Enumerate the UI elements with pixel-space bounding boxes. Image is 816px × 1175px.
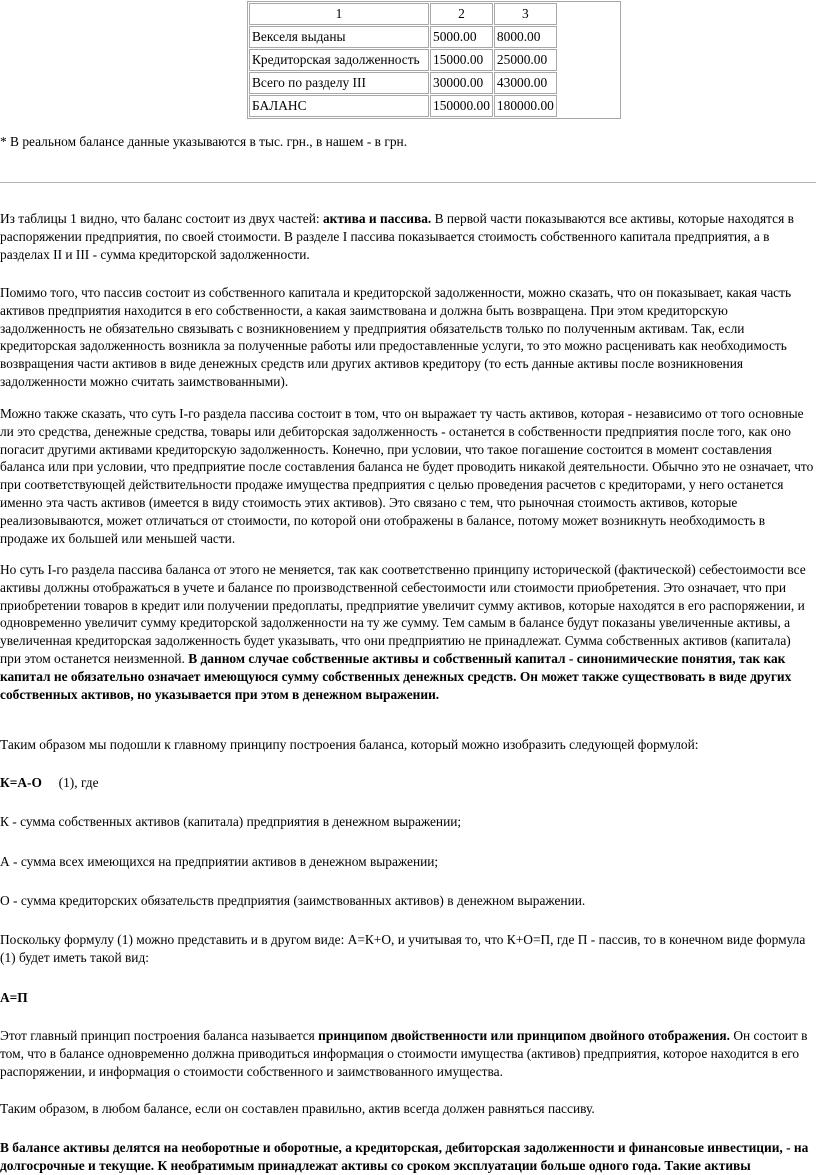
table-cell-value: 8000.00 [494, 26, 557, 48]
definition-a [0, 853, 814, 871]
formula-suffix: (1), где [41, 775, 99, 790]
horizontal-divider [0, 182, 816, 183]
paragraph-text: Поскольку формулу (1) можно представить и в другом виде: А=К+О, и учитывая то, что К+О=П, где П - пассив, то в конечном виде формула (1) будет иметь такой вид: [0, 932, 806, 965]
table-row [249, 49, 619, 71]
paragraph-text: В первой части показываются все активы, которые находятся в распоряжении предприятия, по своей стоимости. В разделе I пассива показывается стоимость собственного капитала предприятия, а в разделах II и III - сумма кредиторской задолженности. [0, 211, 794, 262]
table-cell-label: Векселя выданы [249, 26, 429, 48]
paragraph-text: А - сумма всех имеющихся на предприятии активов в денежном выражении; [0, 854, 439, 869]
bold-paragraph: В балансе активы делятся на необоротные и оборотные, а кредиторская, дебиторская задолженности и финансовые инвестиции, - на долгосрочные и текущие. К необратимым принадлежат активы со сроком эксплуатации больше одного года. Такие активы [0, 1140, 809, 1173]
paragraph-formula-transform [0, 931, 814, 967]
table-cell-label: Кредиторская задолженность [249, 49, 429, 71]
paragraph-text: Но суть I-го раздела пассива баланса от этого не меняется, так как соответственно принципу исторической (фактической) себестоимости все активы должны отображаться в учете и балансе по производственной себестоимости или стоимости приобретения. Это означает, что при приобретении товаров в кредит или получении предоплаты, предприятие увеличит сумму активов, которые находятся в его распоряжении, и одновременно увеличит сумму кредиторской задолженности на ту же сумму. Тем самым в балансе будут показаны увеличенные активы, а увеличенная кредиторская задолженность будет указывать, что они предприятию не принадлежат. Сумма собственных активов (капитала) при этом останется неизменной. [0, 562, 806, 666]
table-header-cell: 3 [494, 3, 557, 25]
bold-term: принципом двойственности или принципом двойного отображения. [318, 1028, 730, 1043]
table-cell-label: Всего по разделу III [249, 72, 429, 94]
paragraph-text: Таким образом мы подошли к главному принципу построения баланса, который можно изобразить следующей формулой: [0, 737, 699, 752]
table-header-row [249, 3, 619, 25]
formula-expression: К=А-О [0, 775, 42, 790]
paragraph-text: Он состоит в том, что в балансе одновременно должна приводиться информация о стоимости имущества (активов) предприятия, которое находится в его распоряжении, и информация о стоимости собственного и заимствованного имущества. [0, 1028, 808, 1079]
paragraph-text: К - сумма собственных активов (капитала) предприятия в денежном выражении; [0, 814, 462, 829]
formula-one [0, 774, 814, 792]
table-row [249, 26, 619, 48]
paragraph-historical-cost [0, 561, 814, 703]
definition-k [0, 813, 814, 831]
paragraph-balance-parts [0, 210, 814, 263]
paragraph-equality [0, 1100, 814, 1118]
table-header-cell: 2 [430, 3, 493, 25]
bold-statement: В данном случае собственные активы и собственный капитал - синонимические понятия, так как капитал не обязательно означает имеющуюся сумму собственных денежных средств. Он может также существовать в виде других собственных активов, но указывается при этом в денежном выражении. [0, 650, 792, 702]
paragraph-text: Из таблицы 1 видно, что баланс состоит из двух частей: [0, 211, 323, 226]
table-cell-label: БАЛАНС [249, 95, 429, 117]
paragraph-passive-meaning [0, 284, 814, 391]
definition-o [0, 892, 814, 910]
table-cell-value: 30000.00 [430, 72, 493, 94]
paragraph-text: Таким образом, в любом балансе, если он составлен правильно, актив всегда должен равняться пассиву. [0, 1101, 595, 1116]
bold-term: актива и пассива. [322, 211, 432, 226]
paragraph-asset-classes [0, 1139, 814, 1175]
formula-expression: А=П [0, 990, 28, 1005]
paragraph-text: Помимо того, что пассив состоит из собственного капитала и кредиторской задолженности, можно сказать, что он показывает, какая часть активов предприятия находится в его собственности, а какая заимствована и должна быть возвращена. При этом кредиторскую задолженность не обязательно связывать с возникновением у предприятия обязательств только по полученным активам. Так, если кредиторская задолженность возникла за полученные работы или предоставленные услуги, то это можно расценивать как необходимость возвращения части активов в виде денежных средств или других активов кредитору (то есть данные активы после возникновения задолженности можно считать заимствованными). [0, 285, 792, 389]
table-cell-value: 180000.00 [494, 95, 557, 117]
paragraph-duality-principle [0, 1027, 814, 1080]
table-cell-value: 150000.00 [430, 95, 493, 117]
table-cell-value: 15000.00 [430, 49, 493, 71]
paragraph-section-one [0, 405, 814, 547]
table-row [249, 72, 619, 94]
paragraph-text: О - сумма кредиторских обязательств предприятия (заимствованных активов) в денежном выражении. [0, 893, 586, 908]
table-row [249, 95, 619, 117]
paragraph-text: Можно также сказать, что суть I-го раздела пассива состоит в том, что он выражает ту часть активов, которая - независимо от того основные ли это средства, денежные средства, товары или дебиторская задолженность - останется в собственности предприятия после того, как оно погасит другими активами кредиторскую задолженность. Конечно, при условии, что такое погашение состоится в момент составления баланса или при условии, что предприятие после составления баланса не будет проводить никакой деятельности. Обычно это не означает, что при соответствующей действительности продаже имущества предприятия с целью проведения расчетов с кредиторами, у него останется именно эта часть активов (имеется в виду стоимость этих активов). Это связано с тем, что рыночная стоимость активов, которые реализовываются, может отличаться от стоимости, по которой они отображены в балансе, потому может возникнуть необходимость в продаже их большей или меньшей части. [0, 406, 814, 546]
paragraph-text: Этот главный принцип построения баланса называется [0, 1028, 319, 1043]
table-footnote: * В реальном балансе данные указываются в тыс. грн., в нашем - в грн. [0, 134, 408, 149]
table-cell-value: 5000.00 [430, 26, 493, 48]
paragraph-principle-intro [0, 736, 814, 754]
table-cell-value: 25000.00 [494, 49, 557, 71]
table-header-cell: 1 [249, 3, 429, 25]
balance-table [247, 1, 621, 119]
formula-two [0, 989, 814, 1007]
table-cell-value: 43000.00 [494, 72, 557, 94]
